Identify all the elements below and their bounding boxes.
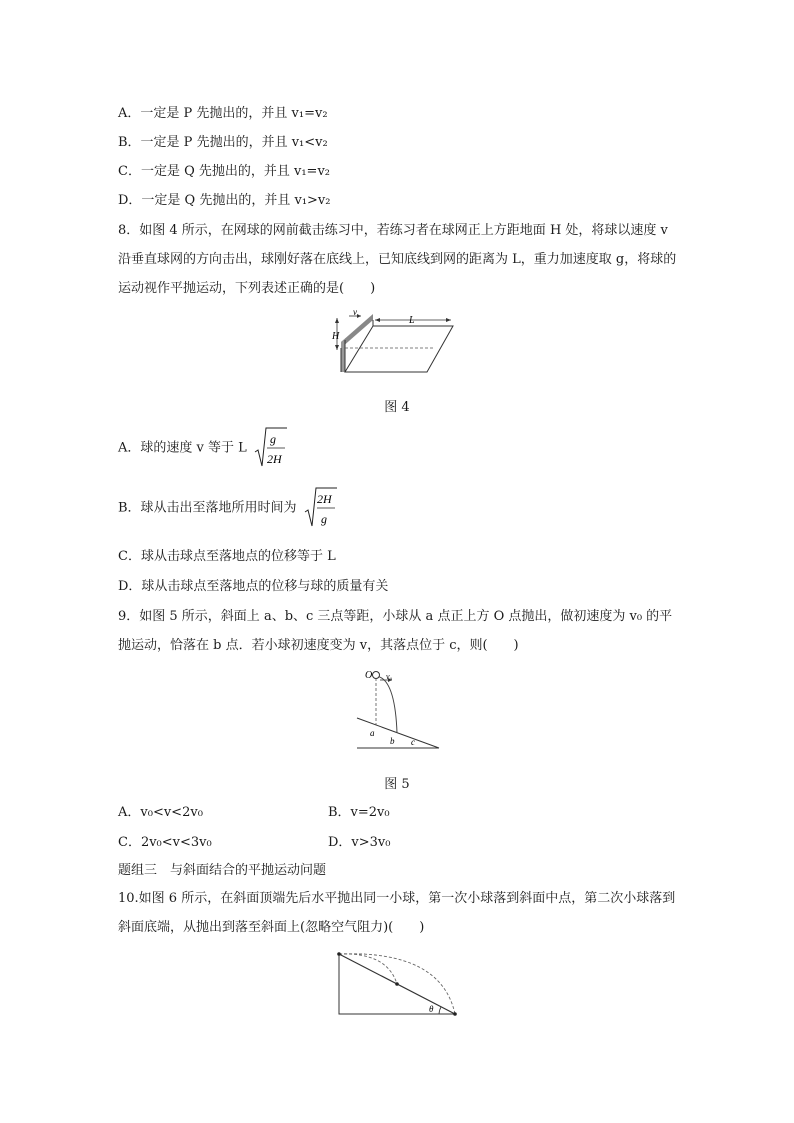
q8-stem: 8．如图 4 所示，在网球的网前截击练习中，若练习者在球网正上方距地面 H 处，将球以速度 v 沿垂直球网的方向击出，球刚好落在底线上，已知底线到网的距离为 L，重力加速度取 g，将球的运动视作平抛运动，下列表述正确的是( ) — [118, 223, 677, 296]
q9-option-c: C．2v₀<v<3v₀ — [118, 835, 212, 850]
label-H: H — [332, 331, 340, 342]
sqrt-g-over-2h — [255, 426, 287, 470]
label-v: v — [353, 307, 357, 317]
net-top — [341, 314, 373, 348]
q8-option-c: C．球从击球点至落地点的位移等于 L — [118, 549, 336, 564]
group3-title: 题组三 与斜面结合的平抛运动问题 — [118, 863, 327, 878]
landing-point-middle — [395, 982, 399, 986]
label-L: L — [409, 315, 415, 326]
figure-5-caption: 图 5 — [384, 777, 410, 792]
q7-option-a: A．一定是 P 先抛出的，并且 v₁=v₂ — [118, 106, 328, 121]
q8-option-b — [118, 486, 337, 531]
court-outline — [345, 326, 453, 372]
label-b: b — [390, 736, 395, 746]
q8-option-b-text: B．球从击出至落地所用时间为 — [118, 500, 297, 516]
q8-option-a-text: A．球的速度 v 等于 L — [118, 440, 247, 456]
label-v0: v₀ — [386, 672, 393, 681]
sqrt-a-den: 2H — [266, 452, 282, 466]
sqrt-2h-over-g — [305, 486, 337, 530]
net-post — [341, 339, 345, 372]
q8-option-a — [118, 426, 287, 471]
q7-option-c: C．一定是 Q 先抛出的，并且 v₁=v₂ — [118, 164, 331, 179]
q7-option-b: B．一定是 P 先抛出的，并且 v₁<v₂ — [118, 135, 328, 150]
q9-option-d: D．v>3v₀ — [328, 835, 391, 850]
sqrt-b-den: g — [320, 512, 327, 526]
q8-option-d: D．球从击球点至落地点的位移与球的质量有关 — [118, 579, 389, 594]
q7-option-d: D．一定是 Q 先抛出的，并且 v₁>v₂ — [118, 193, 331, 208]
figure-4-caption: 图 4 — [384, 400, 410, 415]
label-a: a — [370, 728, 375, 738]
sqrt-a-num: g — [269, 432, 276, 446]
trajectory-curve — [376, 676, 397, 733]
figure-6-incline — [335, 950, 463, 1018]
label-c: c — [411, 737, 415, 747]
sqrt-b-num: 2H — [316, 492, 332, 506]
q9-stem: 9．如图 5 所示，斜面上 a、b、c 三点等距，小球从 a 点正上方 O 点抛出，做初速度为 v₀ 的平抛运动，恰落在 b 点．若小球初速度变为 v，其落点位于 c，则( ) — [118, 609, 673, 653]
label-O: O — [365, 670, 373, 681]
q9-option-b: B．v=2v₀ — [328, 805, 390, 820]
figure-5-slope — [355, 668, 445, 754]
launch-point — [337, 952, 341, 956]
landing-point-bottom — [453, 1012, 457, 1016]
ball — [373, 672, 380, 679]
q10-stem: 10.如图 6 所示，在斜面顶端先后水平抛出同一小球，第一次小球落到斜面中点，第二次小球落到斜面底端，从抛出到落至斜面上(忽略空气阻力)( ) — [118, 891, 676, 935]
label-theta: θ — [429, 1004, 434, 1014]
figure-4-tennis-net — [332, 307, 460, 372]
q9-option-a: A．v₀<v<2v₀ — [118, 805, 203, 820]
